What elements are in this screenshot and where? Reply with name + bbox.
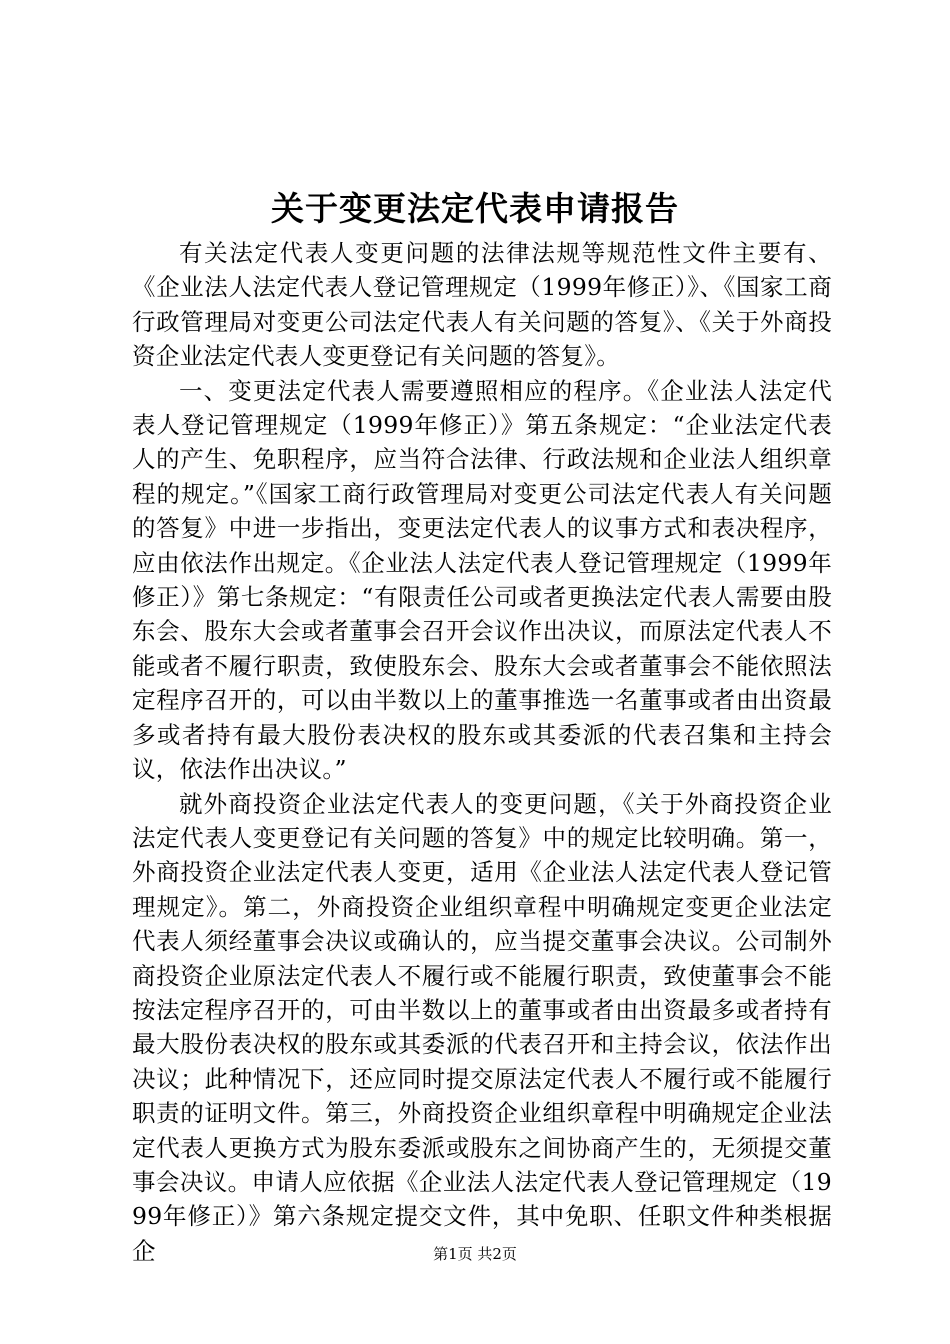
paragraph-intro: 有关法定代表人变更问题的法律法规等规范性文件主要有、《企业法人法定代表人登记管理规定（1999年修正）》、《国家工商行政管理局对变更公司法定代表人有关问题的答复》、《关于外商投资企业法定代表人变更登记有关问题的答复》。 xyxy=(132,239,832,371)
page-footer: 第1页 共2页 xyxy=(433,1245,517,1263)
document-title: 关于变更法定代表申请报告 xyxy=(271,189,679,228)
paragraph-procedure: 一、变更法定代表人需要遵照相应的程序。《企业法人法定代表人登记管理规定（1999年修正）》第五条规定：“企业法定代表人的产生、免职程序，应当符合法律、行政法规和企业法人组织章程的规定。”《国家工商行政管理局对变更公司法定代表人有关问题的答复》中进一步指出，变更法定代表人的议事方式和表决程序，应由依法作出规定。《企业法人法定代表人登记管理规定（1999年修正）》第七条规定：“有限责任公司或者更换法定代表人需要由股东会、股东大会或者董事会召开会议作出决议，而原法定代表人不能或者不履行职责，致使股东会、股东大会或者董事会不能依照法定程序召开的，可以由半数以上的董事推选一名董事或者由出资最多或者持有最大股份表决权的股东或其委派的代表召集和主持会议，依法作出决议。” xyxy=(132,376,832,784)
document-body xyxy=(132,236,832,1268)
paragraph-foreign-investment: 就外商投资企业法定代表人的变更问题，《关于外商投资企业法定代表人变更登记有关问题的答复》中的规定比较明确。第一，外商投资企业法定代表人变更，适用《企业法人法定代表人登记管理规定》。第二，外商投资企业组织章程中明确规定变更企业法定代表人须经董事会决议或确认的，应当提交董事会决议。公司制外商投资企业原法定代表人不履行或不能履行职责，致使董事会不能按法定程序召开的，可由半数以上的董事或者由出资最多或者持有最大股份表决权的股东或其委派的代表召开和主持会议，依法作出决议；此种情况下，还应同时提交原法定代表人不履行或不能履行职责的证明文件。第三，外商投资企业组织章程中明确规定企业法定代表人更换方式为股东委派或股东之间协商产生的，无须提交董事会决议。申请人应依据《企业法人法定代表人登记管理规定（1999年修正）》第六条规定提交文件，其中免职、任职文件种类根据企 xyxy=(132,789,832,1265)
